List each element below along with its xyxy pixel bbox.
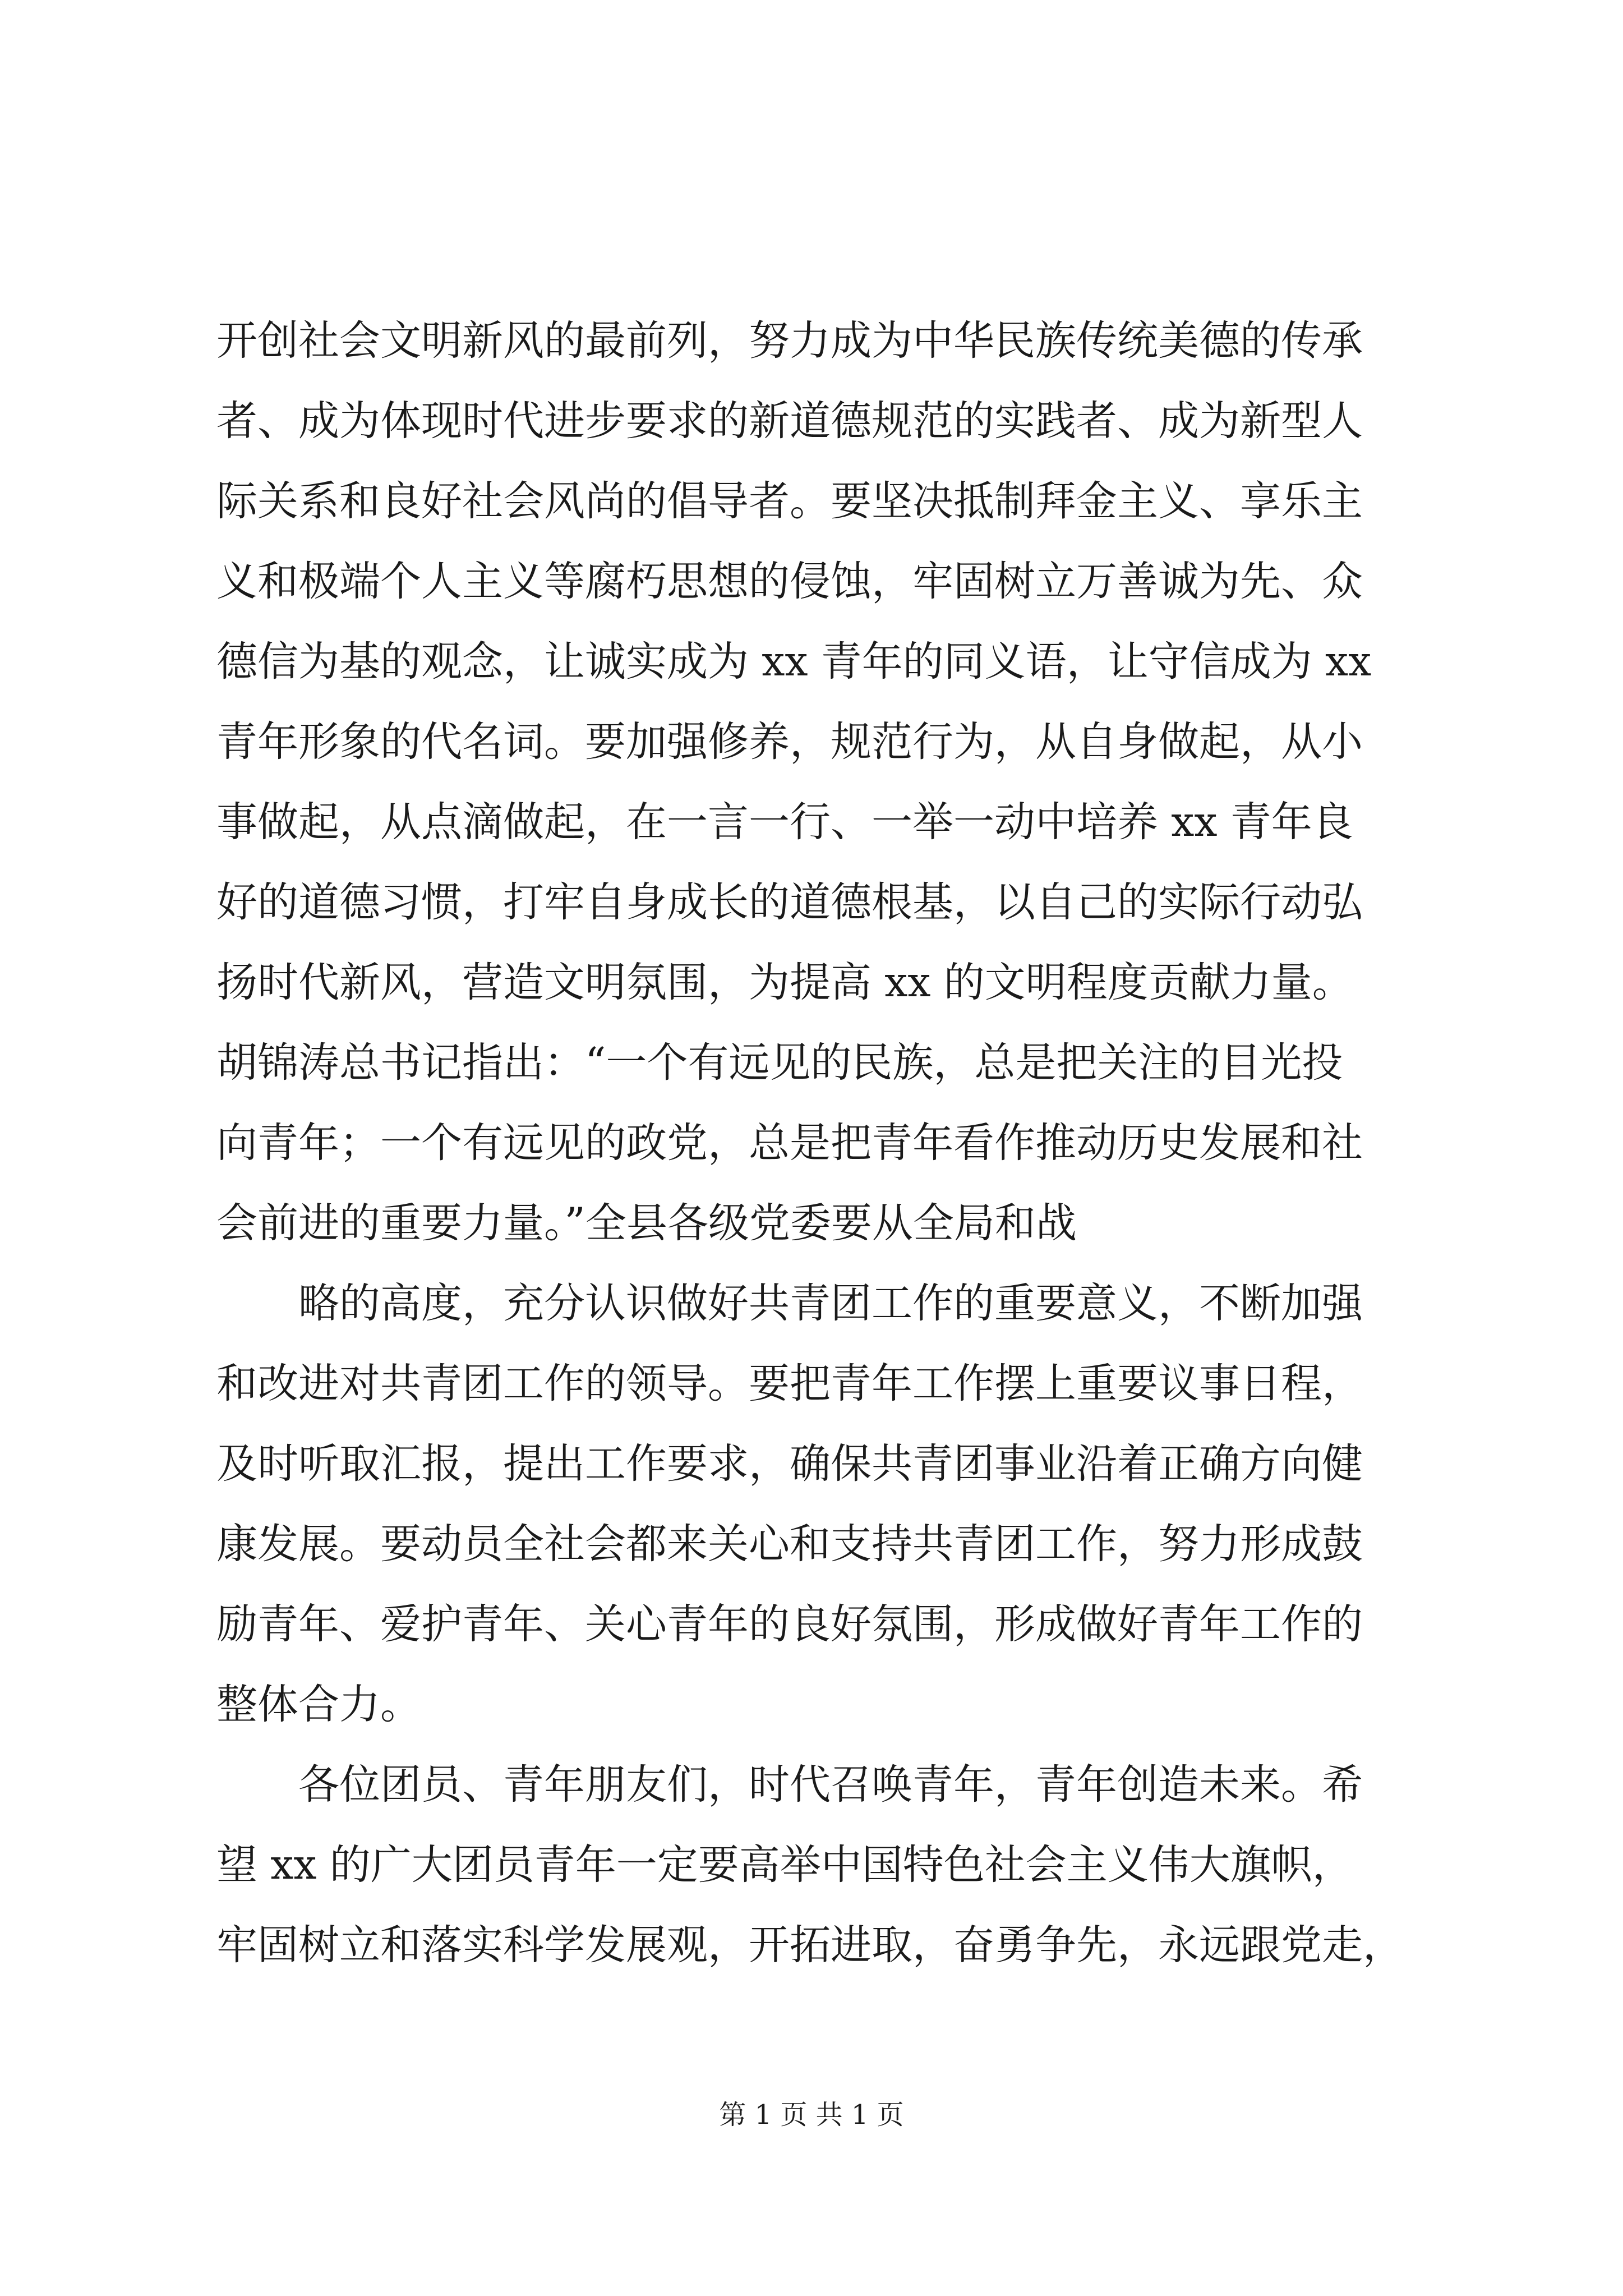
text-line: 好的道德习惯，打牢自身成长的道德根基，以自己的实际行动弘	[216, 878, 1363, 926]
text-line: 及时听取汇报，提出工作要求，确保共青团事业沿着正确方向健	[216, 1440, 1363, 1488]
page-number-footer: 第 1 页 共 1 页	[719, 2099, 904, 2131]
text-line: 和改进对共青团工作的领导。要把青年工作摆上重要议事日程，	[216, 1360, 1363, 1407]
text-line: 会前进的重要力量。”全县各级党委要从全局和战	[216, 1199, 1077, 1247]
text-line: 际关系和良好社会风尚的倡导者。要坚决抵制拜金主义、享乐主	[216, 477, 1363, 525]
text-line: 青年形象的代名词。要加强修养，规范行为，从自身做起，从小	[216, 718, 1363, 766]
text-line: 整体合力。	[216, 1681, 421, 1728]
text-line: 事做起，从点滴做起，在一言一行、一举一动中培养 xx 青年良	[216, 798, 1353, 846]
text-line: 望 xx 的广大团员青年一定要高举中国特色社会主义伟大旗帜，	[216, 1841, 1353, 1889]
text-line: 扬时代新风，营造文明氛围，为提高 xx 的文明程度贡献力量。	[216, 959, 1353, 1006]
text-line: 德信为基的观念，让诚实成为 xx 青年的同义语，让守信成为 xx	[216, 638, 1372, 685]
text-line: 义和极端个人主义等腐朽思想的侵蚀，牢固树立万善诚为先、众	[216, 558, 1363, 605]
text-line: 略的高度，充分认识做好共青团工作的重要意义，不断加强	[216, 1280, 1363, 1327]
text-line: 励青年、爱护青年、关心青年的良好氛围，形成做好青年工作的	[216, 1600, 1363, 1648]
text-line: 牢固树立和落实科学发展观，开拓进取，奋勇争先，永远跟党走，	[216, 1921, 1404, 1969]
text-line: 向青年；一个有远见的政党，总是把青年看作推动历史发展和社	[216, 1119, 1363, 1167]
text-line: 者、成为体现时代进步要求的新道德规范的实践者、成为新型人	[216, 397, 1363, 445]
text-line: 康发展。要动员全社会都来关心和支持共青团工作，努力形成鼓	[216, 1520, 1363, 1568]
text-line: 各位团员、青年朋友们，时代召唤青年，青年创造未来。希	[216, 1761, 1363, 1809]
text-line: 胡锦涛总书记指出：“一个有远见的民族，总是把关注的目光投	[216, 1039, 1343, 1087]
text-line: 开创社会文明新风的最前列，努力成为中华民族传统美德的传承	[216, 317, 1363, 365]
